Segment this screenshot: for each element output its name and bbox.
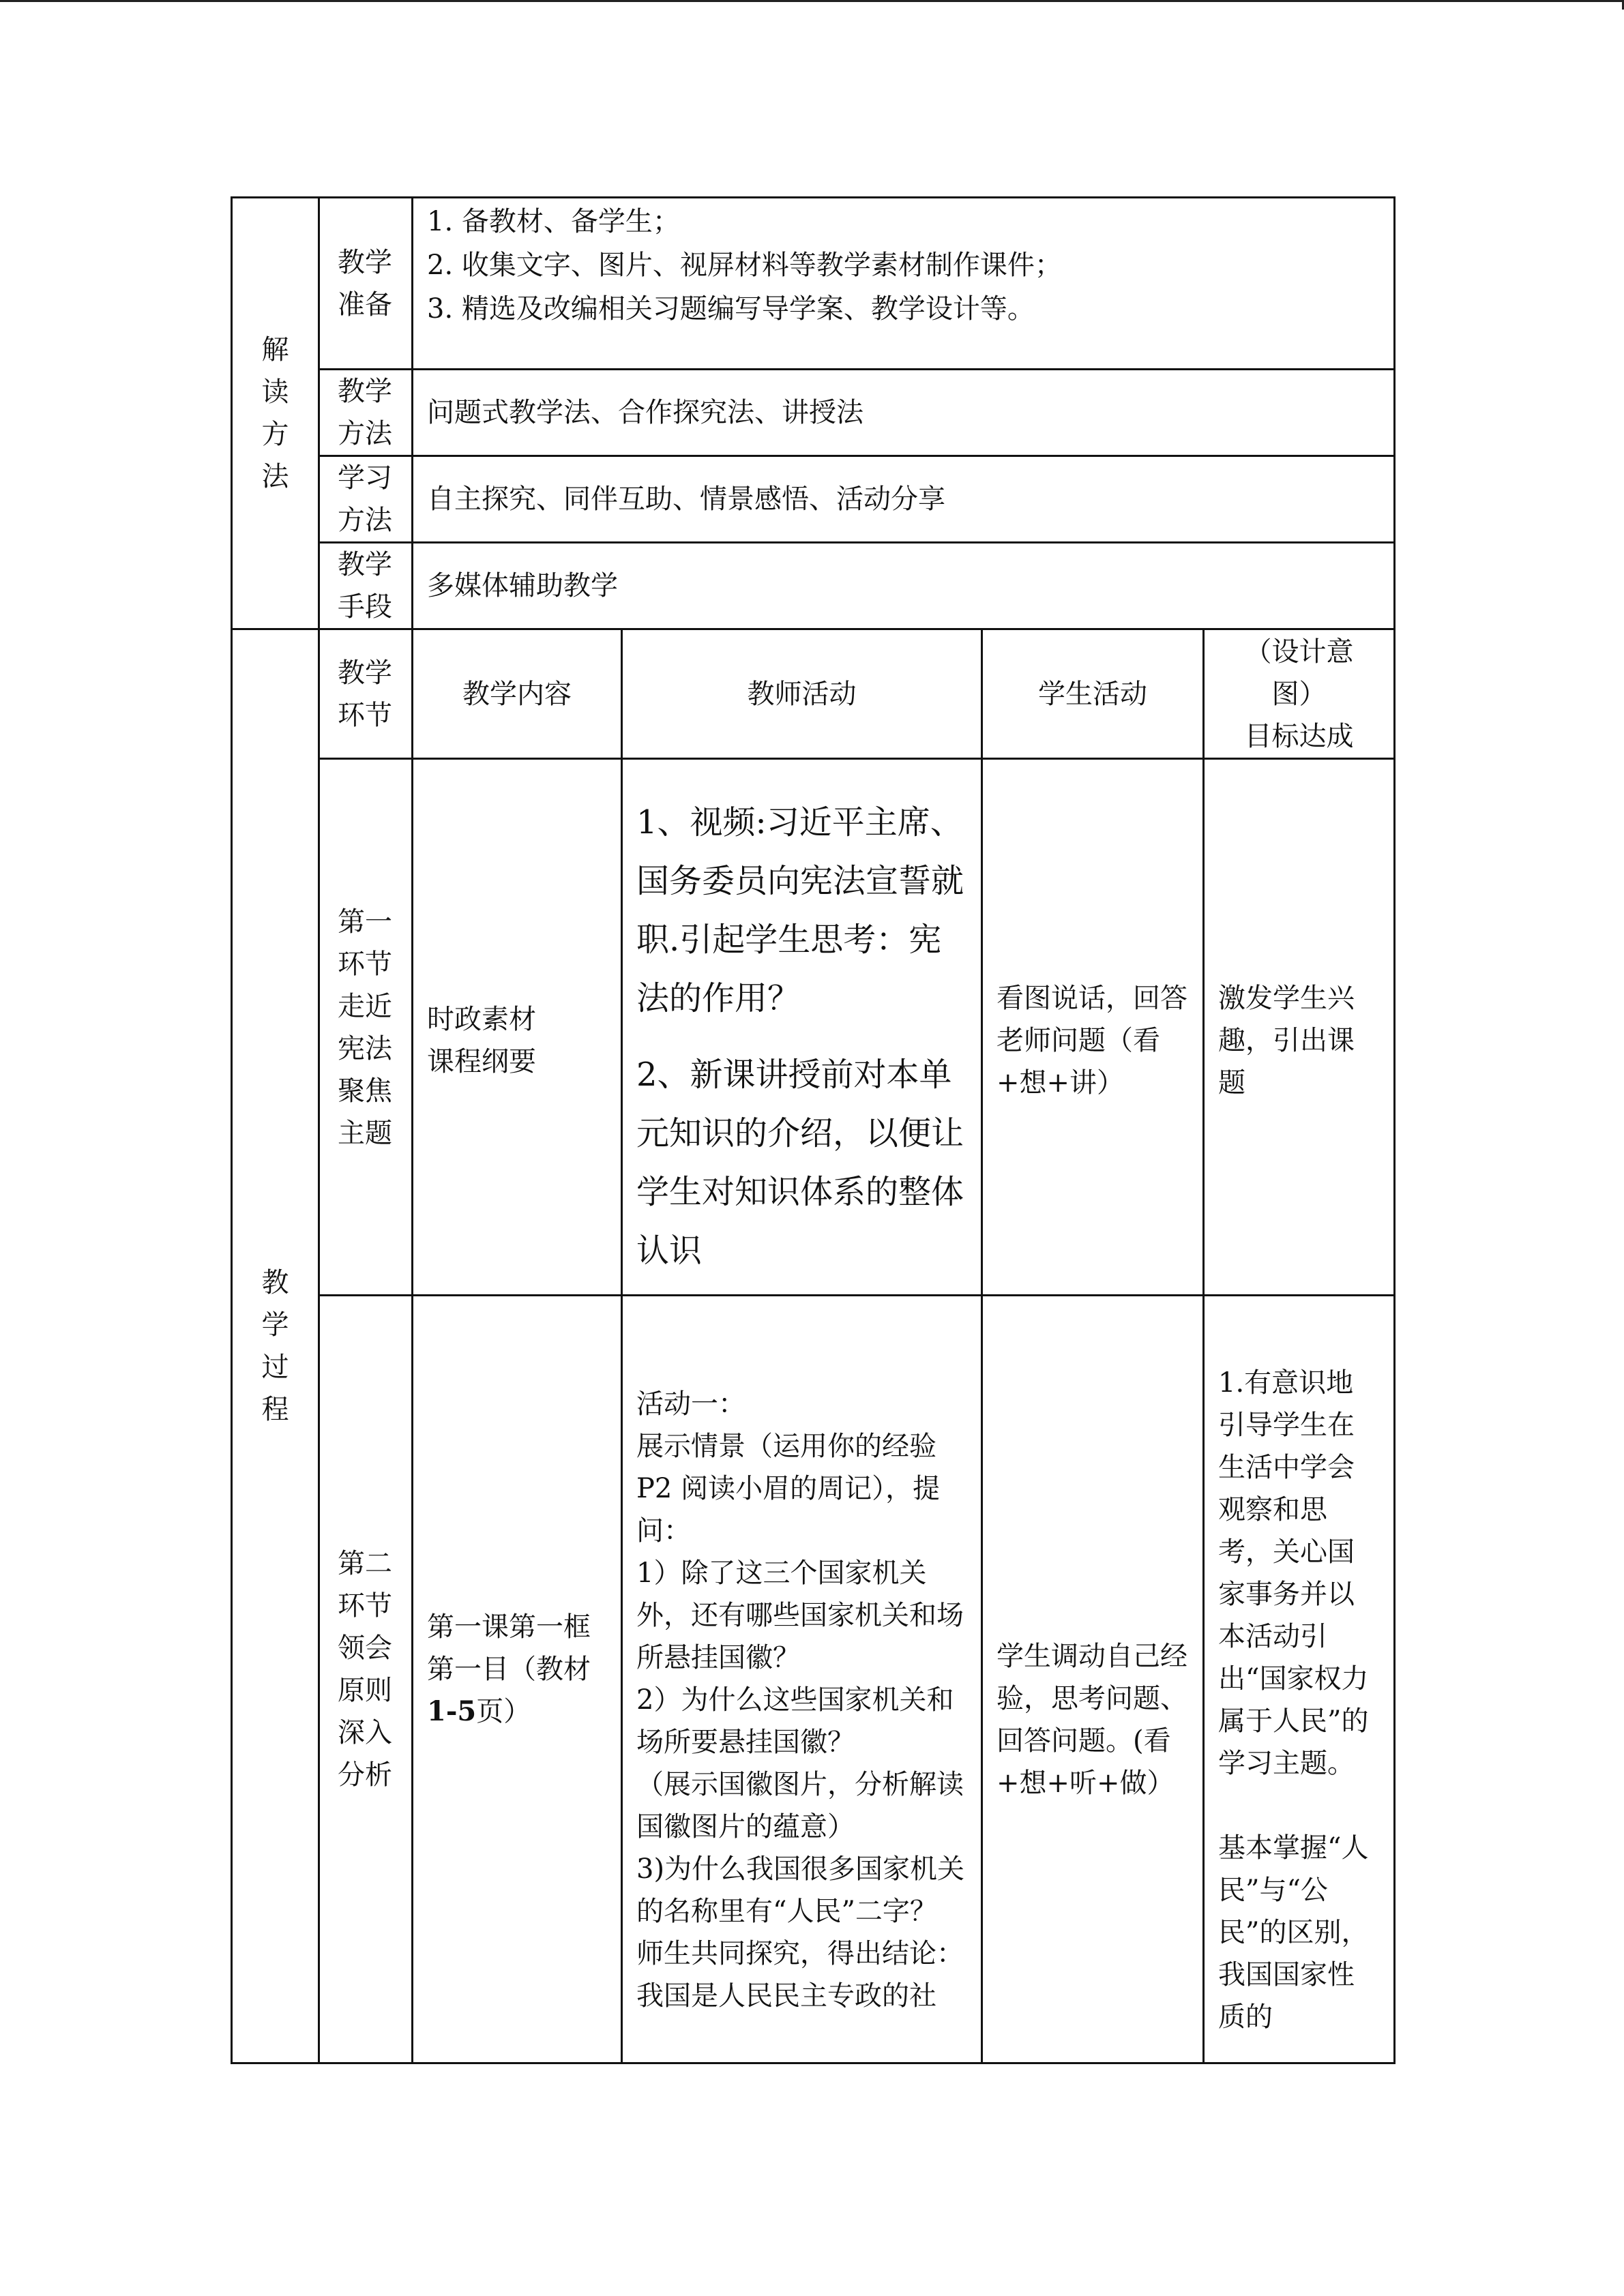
stage-2-content: 第一课第一框第一目（教材1-5页） bbox=[413, 1296, 622, 2063]
label-teaching-prep: 教学准备 bbox=[319, 198, 413, 370]
row-process-header bbox=[232, 629, 1395, 759]
header-stage: 教学环节 bbox=[319, 629, 413, 759]
stage-1-design-intent: 激发学生兴趣，引出课题 bbox=[1204, 759, 1395, 1296]
stage-1-student-activity: 看图说话，回答老师问题（看+想+讲） bbox=[982, 759, 1204, 1296]
stage-2-name: 第二环节领会原则深入分析 bbox=[319, 1296, 413, 2063]
prep-item: 3. 精选及改编相关习题编写导学案、教学设计等。 bbox=[427, 293, 1035, 325]
category-teaching-process: 教学过程 bbox=[232, 629, 319, 2063]
lesson-plan-table bbox=[231, 196, 1396, 2064]
stage-1-content: 时政素材 课程纲要 bbox=[413, 759, 622, 1296]
stage-2-teacher-activity: 活动一： 展示情景（运用你的经验P2 阅读小眉的周记），提问： 1）除了这三个国家机关外，还有哪些国家机关和场所悬挂国徽？ 2）为什么这些国家机关和场所要悬挂国徽？ （展示国徽图片，分析解读国徽图片的蕴意） 3)为什么我国很多国家机关的名称里有“人民”二字？ 师生共同探究，得出结论： 我国是人民民主专政的社 bbox=[622, 1296, 982, 2063]
prep-item: 1. 备教材、备学生； bbox=[427, 206, 680, 237]
prep-item: 2. 收集文字、图片、视屏材料等教学素材制作课件； bbox=[427, 250, 1062, 281]
design-intent-part: 基本掌握“人民”与“公民”的区别，我国国家性质的 bbox=[1218, 1832, 1369, 2033]
teaching-means-content: 多媒体辅助教学 bbox=[413, 543, 1395, 629]
header-teacher-activity: 教师活动 bbox=[622, 629, 982, 759]
header-content: 教学内容 bbox=[413, 629, 622, 759]
stage-2-student-activity: 学生调动自己经验，思考问题、回答问题。(看+想+听+做） bbox=[982, 1296, 1204, 2063]
learning-method-content: 自主探究、同伴互助、情景感悟、活动分享 bbox=[413, 456, 1395, 543]
label-teaching-means: 教学手段 bbox=[319, 543, 413, 629]
row-learning-method bbox=[232, 456, 1395, 543]
design-intent-part: 1.有意识地引导学生在生活中学会观察和思考，关心国家事务并以本活动引出“国家权力属于人民”的学习主题。 bbox=[1218, 1367, 1369, 1779]
row-stage-1 bbox=[232, 759, 1395, 1296]
category-interpretation-methods: 解读方法 bbox=[232, 198, 319, 629]
label-learning-method: 学习方法 bbox=[319, 456, 413, 543]
row-teaching-means bbox=[232, 543, 1395, 629]
row-teaching-method bbox=[232, 370, 1395, 456]
stage-1-teacher-activity bbox=[622, 759, 982, 1296]
label-teaching-method: 教学方法 bbox=[319, 370, 413, 456]
page-top-border bbox=[0, 0, 1624, 2]
header-design-intent: （设计意图） 目标达成 bbox=[1204, 629, 1395, 759]
stage-1-name: 第一环节走近宪法聚焦主题 bbox=[319, 759, 413, 1296]
teaching-method-content: 问题式教学法、合作探究法、讲授法 bbox=[413, 370, 1395, 456]
teacher-activity-item: 2、新课讲授前对本单元知识的介绍，以便让学生对知识体系的整体认识 bbox=[636, 1056, 964, 1270]
row-teaching-prep bbox=[232, 198, 1395, 370]
row-stage-2 bbox=[232, 1296, 1395, 2063]
header-student-activity: 学生活动 bbox=[982, 629, 1204, 759]
teacher-activity-item: 1、视频:习近平主席、国务委员向宪法宣誓就职.引起学生思考：宪法的作用？ bbox=[636, 803, 964, 1017]
teaching-prep-content bbox=[413, 198, 1395, 370]
stage-2-design-intent bbox=[1204, 1296, 1395, 2063]
